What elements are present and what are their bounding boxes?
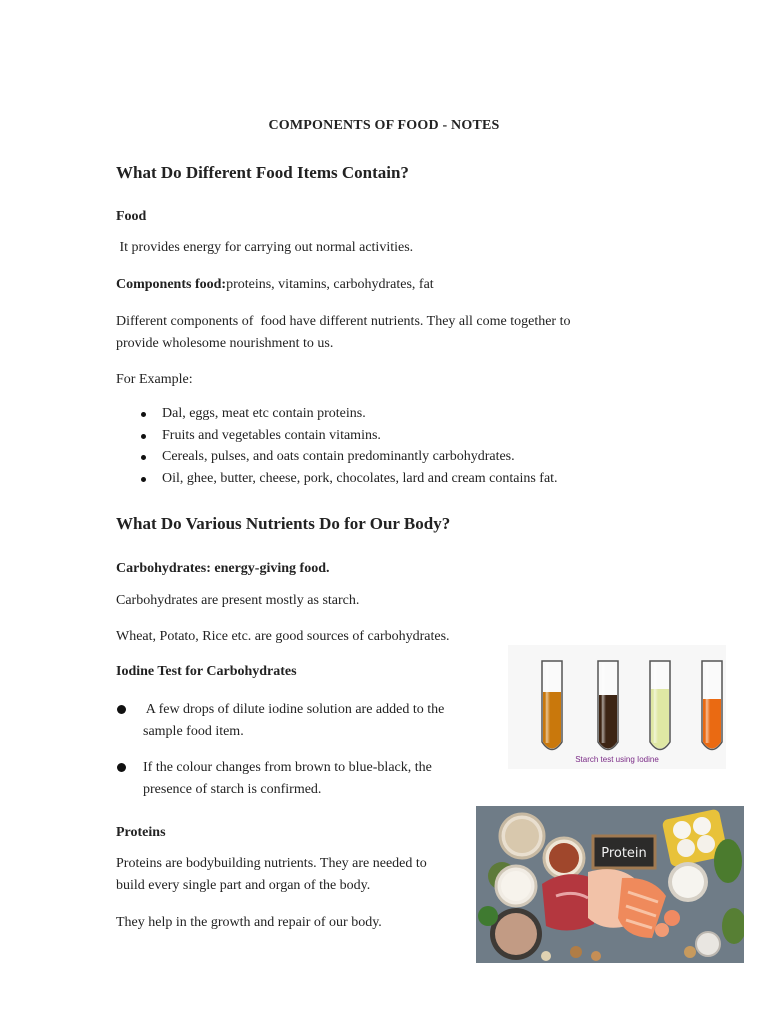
test-tube-4 <box>702 661 722 750</box>
bullet-dot-icon <box>117 705 126 714</box>
section-heading-nutrients: What Do Various Nutrients Do for Our Body? <box>116 514 451 533</box>
example-label: For Example: <box>116 372 193 387</box>
starch-test-caption: Starch test using Iodine <box>575 755 659 764</box>
proteins-heading: Proteins <box>116 825 166 840</box>
iodine-test-heading: Iodine Test for Carbohydrates <box>116 664 297 679</box>
list-item: Oil, ghee, butter, cheese, pork, chocolates, lard and cream contains fat. <box>116 468 558 490</box>
nutrients-paragraph-line-1: Different components of food have different nutrients. They all come together to <box>116 314 571 329</box>
bullet-dot-icon <box>117 763 126 772</box>
examples-list <box>116 403 558 489</box>
protein-sign <box>593 836 655 868</box>
carbohydrates-heading: Carbohydrates: energy-giving food. <box>116 561 330 576</box>
food-text: It provides energy for carrying out normal activities. <box>116 240 414 255</box>
test-tube-1 <box>542 661 562 750</box>
protein-foods-image <box>476 806 744 963</box>
components-text: proteins, vitamins, carbohydrates, fat <box>226 277 434 292</box>
nutrients-paragraph-line-2: provide wholesome nourishment to us. <box>116 336 334 351</box>
components-line <box>116 274 434 296</box>
proteins-text-3: They help in the growth and repair of our body. <box>116 915 382 930</box>
test-tube-2 <box>598 661 618 750</box>
list-item: Dal, eggs, meat etc contain proteins. <box>116 403 558 425</box>
list-item: Cereals, pulses, and oats contain predominantly carbohydrates. <box>116 446 558 468</box>
iodine-bullet-2-line-2: presence of starch is confirmed. <box>143 782 322 797</box>
list-item: Fruits and vegetables contain vitamins. <box>116 425 558 447</box>
iodine-bullet-2 <box>116 757 488 801</box>
protein-sign-text: Protein <box>601 846 647 861</box>
carbohydrates-text-2: Wheat, Potato, Rice etc. are good sources of carbohydrates. <box>116 629 450 644</box>
proteins-text-line-2: build every single part and organ of the body. <box>116 878 371 893</box>
test-tube-3 <box>650 661 670 750</box>
food-heading: Food <box>116 209 147 224</box>
iodine-bullet-1-line-1: A few drops of dilute iodine solution are added to the <box>143 702 445 717</box>
starch-test-image <box>508 645 726 769</box>
iodine-bullet-1-line-2: sample food item. <box>143 724 244 739</box>
components-label: Components food: <box>116 277 227 292</box>
iodine-bullet-1 <box>116 699 488 743</box>
carbohydrates-text-1: Carbohydrates are present mostly as starch. <box>116 593 360 608</box>
proteins-text-line-1: Proteins are bodybuilding nutrients. They are needed to <box>116 856 427 871</box>
section-heading-food-items: What Do Different Food Items Contain? <box>116 163 409 182</box>
iodine-bullet-2-line-1: If the colour changes from brown to blue-black, the <box>143 760 432 775</box>
document-title: COMPONENTS OF FOOD - NOTES <box>268 118 500 133</box>
